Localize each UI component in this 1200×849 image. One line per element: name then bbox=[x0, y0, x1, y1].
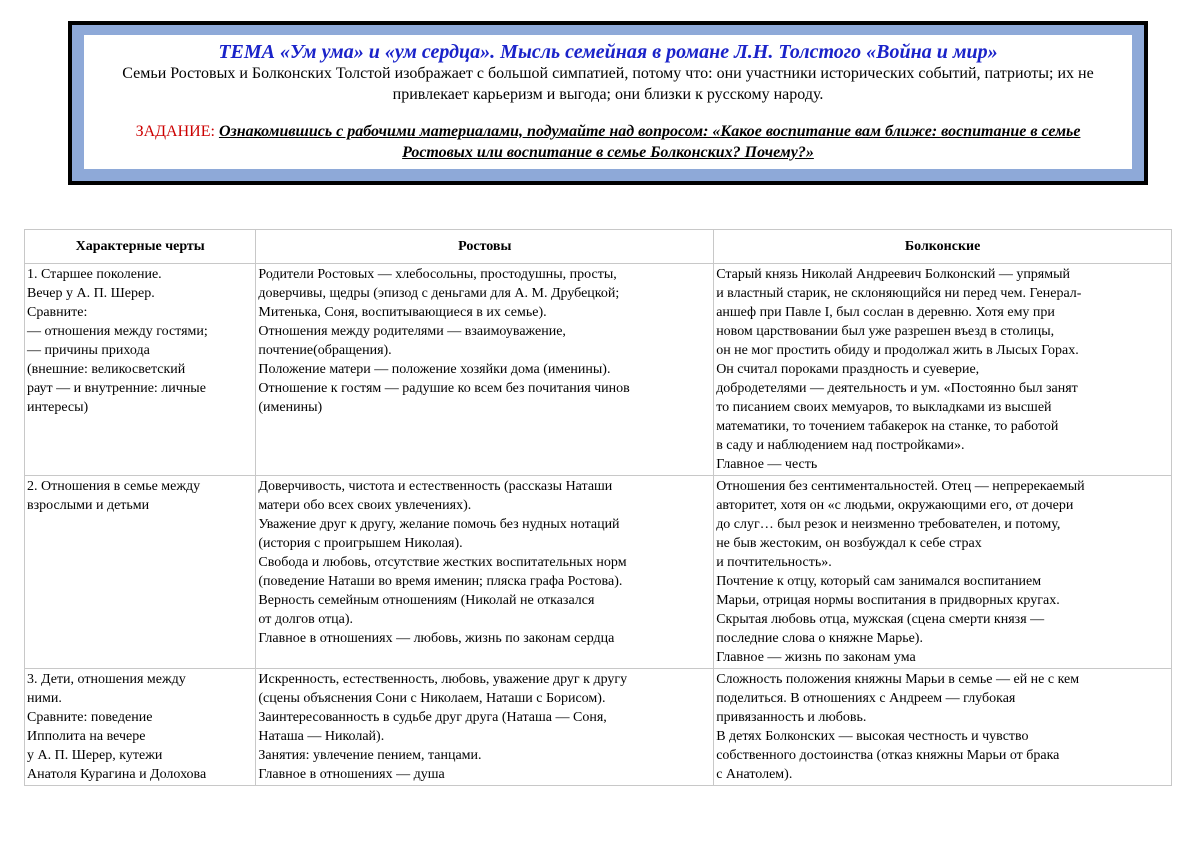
traits-cell bbox=[25, 264, 256, 476]
cell-line: последние слова о княжне Марье). bbox=[716, 631, 923, 646]
cell-line: математики, то точением табакерок на станке, то работой bbox=[716, 419, 1059, 434]
table-row bbox=[25, 476, 1172, 669]
bolkonsky-cell bbox=[714, 669, 1172, 786]
cell-line: В детях Болконских — высокая честность и чувство bbox=[716, 729, 1029, 744]
cell-line: Отношения между родителями — взаимоуважение, bbox=[258, 324, 566, 339]
cell-line: Старый князь Николай Андреевич Болконский — упрямый bbox=[716, 267, 1071, 282]
column-header-rostov: Ростовы bbox=[256, 230, 714, 264]
cell-line: у А. П. Шерер, кутежи bbox=[27, 748, 163, 763]
cell-line: привязанность и любовь. bbox=[716, 710, 867, 725]
column-header-bolkonsky: Болконские bbox=[714, 230, 1172, 264]
topic-intro: Семьи Ростовых и Болконских Толстой изображает с большой симпатией, потому что: они участники исторических событий, патриоты; их не привлекает карьеризм и выгода; они близки к русскому народу. bbox=[122, 65, 1094, 103]
cell-line: то писанием своих мемуаров, то выкладками из высшей bbox=[716, 400, 1052, 415]
traits-cell bbox=[25, 669, 256, 786]
cell-line: Скрытая любовь отца, мужская (сцена смерти князя — bbox=[716, 612, 1045, 627]
traits-cell bbox=[25, 476, 256, 669]
cell-line: почтение(обращения). bbox=[258, 343, 392, 358]
topic-header-inner bbox=[84, 35, 1132, 169]
table-row bbox=[25, 669, 1172, 786]
rostov-cell bbox=[256, 476, 714, 669]
cell-line: (история с проигрышем Николая). bbox=[258, 536, 463, 551]
cell-line: 3. Дети, отношения между bbox=[27, 672, 186, 687]
cell-line: от долгов отца). bbox=[258, 612, 354, 627]
cell-line: Родители Ростовых — хлебосольны, простодушны, просты, bbox=[258, 267, 617, 282]
cell-line: и почтительность». bbox=[716, 555, 832, 570]
cell-line: собственного достоинства (отказ княжны Марьи от брака bbox=[716, 748, 1060, 763]
bolkonsky-cell bbox=[714, 264, 1172, 476]
task-block bbox=[84, 121, 1132, 163]
cell-line: Свобода и любовь, отсутствие жестких воспитательных норм bbox=[258, 555, 627, 570]
topic-header-box bbox=[68, 21, 1148, 185]
table-header-row bbox=[25, 230, 1172, 264]
cell-line: матери обо всех своих увлечениях). bbox=[258, 498, 472, 513]
cell-line: Главное — честь bbox=[716, 457, 818, 472]
cell-line: Анатоля Курагина и Долохова bbox=[27, 767, 207, 782]
cell-line: в саду и наблюдением над постройками». bbox=[716, 438, 965, 453]
cell-line: поделиться. В отношениях с Андреем — глубокая bbox=[716, 691, 1016, 706]
cell-line: взрослыми и детьми bbox=[27, 498, 150, 513]
cell-line: с Анатолем). bbox=[716, 767, 793, 782]
cell-line: (именины) bbox=[258, 400, 323, 415]
cell-line: — причины прихода bbox=[27, 343, 150, 358]
cell-line: Главное — жизнь по законам ума bbox=[716, 650, 916, 665]
cell-line: добродетелями — деятельность и ум. «Постоянно был занят bbox=[716, 381, 1078, 396]
cell-line: Марьи, отрицая нормы воспитания в придворных кругах. bbox=[716, 593, 1060, 608]
cell-line: Главное в отношениях — любовь, жизнь по законам сердца bbox=[258, 631, 615, 646]
cell-line: и властный старик, не склоняющийся ни перед чем. Генерал- bbox=[716, 286, 1082, 301]
column-header-traits: Характерные черты bbox=[25, 230, 256, 264]
cell-line: ними. bbox=[27, 691, 62, 706]
cell-line: Сравните: bbox=[27, 305, 88, 320]
cell-line: Ипполита на вечере bbox=[27, 729, 146, 744]
cell-line: Положение матери — положение хозяйки дома (именины). bbox=[258, 362, 611, 377]
cell-line: Искренность, естественность, любовь, уважение друг к другу bbox=[258, 672, 628, 687]
cell-line: 1. Старшее поколение. bbox=[27, 267, 162, 282]
cell-line: аншеф при Павле I, был сослан в деревню. Хотя ему при bbox=[716, 305, 1055, 320]
cell-line: Верность семейным отношениям (Николай не отказался bbox=[258, 593, 595, 608]
cell-line: (поведение Наташи во время именин; пляска графа Ростова). bbox=[258, 574, 623, 589]
cell-line: Сравните: поведение bbox=[27, 710, 153, 725]
cell-line: Наташа — Николай). bbox=[258, 729, 385, 744]
cell-line: Уважение друг к другу, желание помочь без нудных нотаций bbox=[258, 517, 620, 532]
cell-line: 2. Отношения в семье между bbox=[27, 479, 201, 494]
cell-line: (сцены объяснения Сони с Николаем, Наташи с Борисом). bbox=[258, 691, 606, 706]
cell-line: Митенька, Соня, воспитывающиеся в их семье). bbox=[258, 305, 547, 320]
rostov-cell bbox=[256, 264, 714, 476]
comparison-table bbox=[24, 229, 1172, 786]
cell-line: Занятия: увлечение пением, танцами. bbox=[258, 748, 482, 763]
cell-line: Доверчивость, чистота и естественность (рассказы Наташи bbox=[258, 479, 613, 494]
cell-line: Отношения без сентиментальностей. Отец — непререкаемый bbox=[716, 479, 1085, 494]
cell-line: Он считал пороками праздность и суеверие, bbox=[716, 362, 980, 377]
cell-line: авторитет, хотя он «с людьми, окружающими его, от дочери bbox=[716, 498, 1074, 513]
task-label: ЗАДАНИЕ: bbox=[135, 123, 219, 140]
cell-line: доверчивы, щедры (эпизод с деньгами для А. М. Друбецкой; bbox=[258, 286, 620, 301]
topic-title: ТЕМА «Ум ума» и «ум сердца». Мысль семейная в романе Л.Н. Толстого «Война и мир» bbox=[218, 41, 998, 63]
bolkonsky-cell bbox=[714, 476, 1172, 669]
cell-line: интересы) bbox=[27, 400, 89, 415]
cell-line: не быв жестоким, он возбуждал к себе страх bbox=[716, 536, 982, 551]
cell-line: раут — и внутренние: личные bbox=[27, 381, 206, 396]
rostov-cell bbox=[256, 669, 714, 786]
task-text: Ознакомившись с рабочими материалами, подумайте над вопросом: «Какое воспитание вам ближе: воспитание в семье Ростовых или воспитание в семье Болконских? Почему?» bbox=[218, 123, 1081, 161]
cell-line: Отношение к гостям — радушие ко всем без почитания чинов bbox=[258, 381, 630, 396]
cell-line: Заинтересованность в судьбе друг друга (Наташа — Соня, bbox=[258, 710, 607, 725]
table-row bbox=[25, 264, 1172, 476]
cell-line: новом царствовании был уже разрешен въезд в столицы, bbox=[716, 324, 1055, 339]
cell-line: Сложность положения княжны Марьи в семье — ей не с кем bbox=[716, 672, 1080, 687]
cell-line: до слуг… был резок и неизменно требователен, и потому, bbox=[716, 517, 1061, 532]
cell-line: Главное в отношениях — душа bbox=[258, 767, 445, 782]
cell-line: он не мог простить обиду и продолжал жить в Лысых Горах. bbox=[716, 343, 1079, 358]
cell-line: — отношения между гостями; bbox=[27, 324, 208, 339]
cell-line: Почтение к отцу, который сам занимался воспитанием bbox=[716, 574, 1042, 589]
cell-line: (внешние: великосветский bbox=[27, 362, 186, 377]
cell-line: Вечер у А. П. Шерер. bbox=[27, 286, 155, 301]
